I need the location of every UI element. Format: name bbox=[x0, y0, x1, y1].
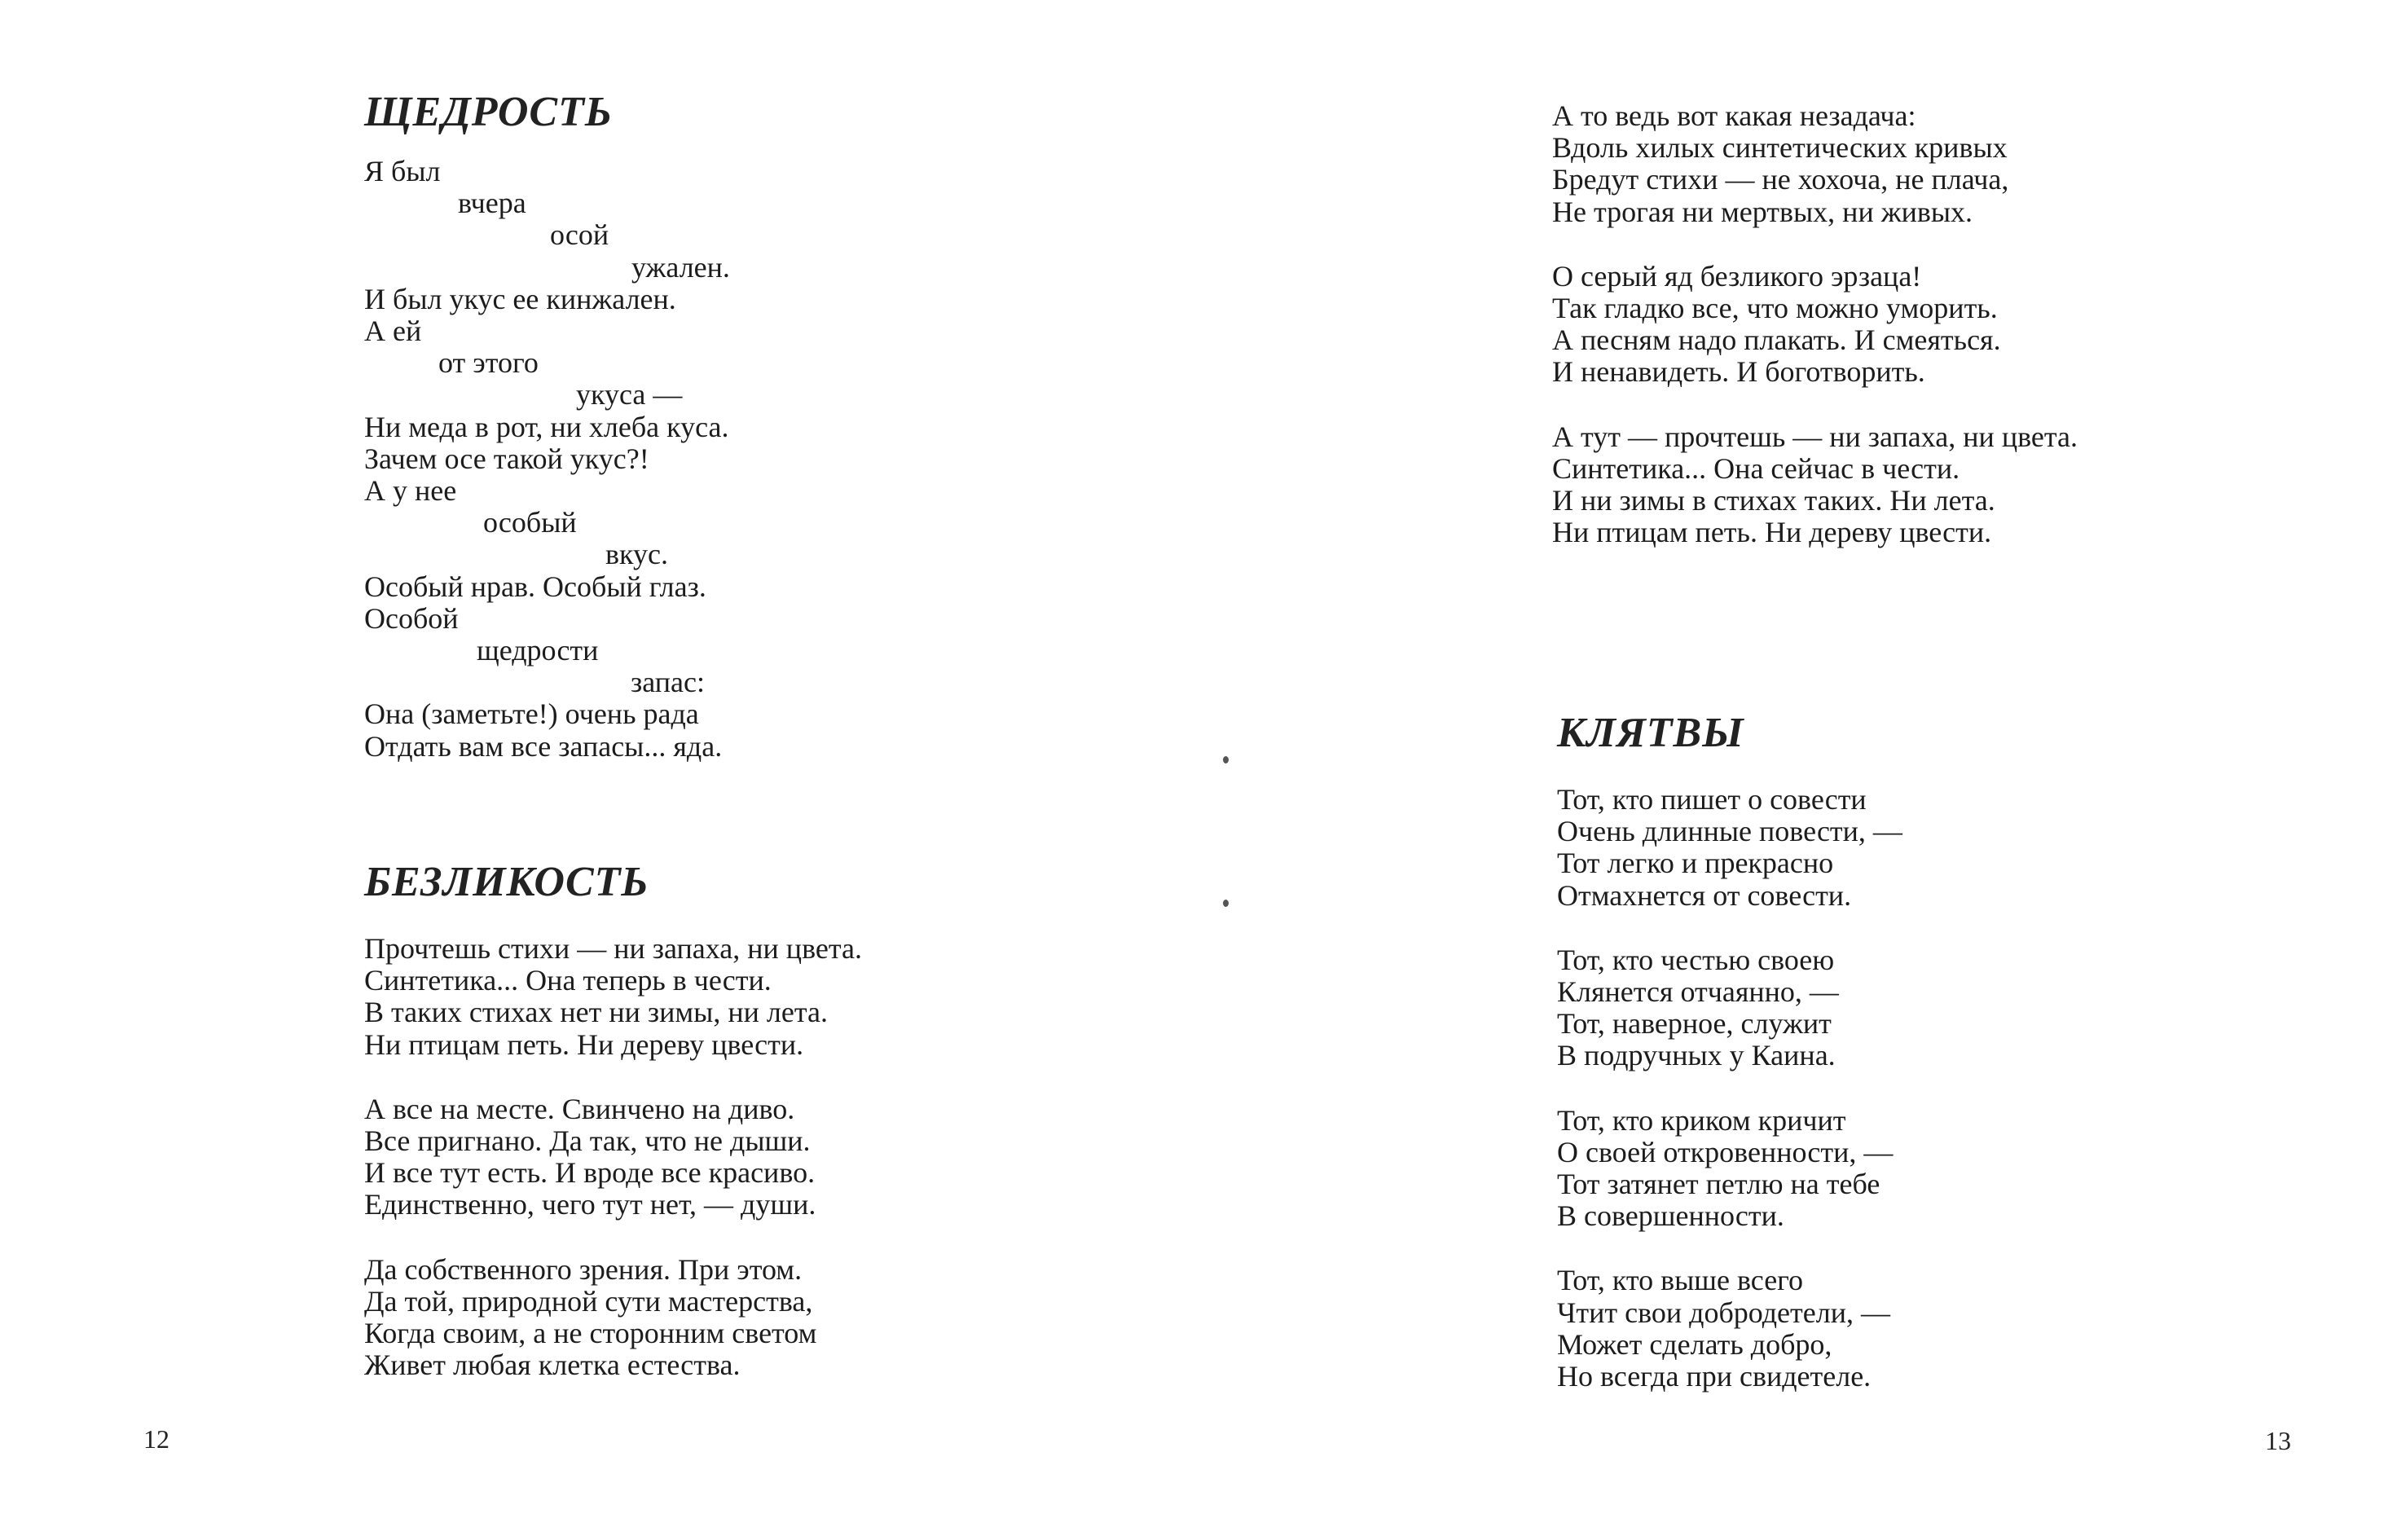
poem-line: В таких стихах нет ни зимы, ни лета. bbox=[364, 996, 828, 1029]
poem-line: вчера bbox=[458, 187, 526, 220]
poem-line: Особой bbox=[364, 601, 459, 635]
poem-line: Живет любая клетка естества. bbox=[364, 1349, 741, 1382]
poem-line: Может сделать добро, bbox=[1557, 1327, 1832, 1361]
stanza bbox=[1552, 421, 2326, 549]
poem-line: Тот, кто пишет о совести bbox=[1557, 783, 1867, 816]
poem-line: Тот, кто честью своею bbox=[1557, 943, 1835, 976]
poem-line: А у нее bbox=[364, 474, 457, 508]
stanza bbox=[1557, 944, 2290, 1072]
poem-facelessness bbox=[364, 858, 1097, 1381]
poem-line: О своей откровенности, — bbox=[1557, 1135, 1894, 1168]
poem-line: А песням надо плакать. И смеяться. bbox=[1552, 323, 2001, 357]
poem-line: Тот, кто криком кричит bbox=[1557, 1103, 1846, 1137]
poem-line: Так гладко все, что можно уморить. bbox=[1552, 292, 1998, 325]
stanza bbox=[1557, 784, 2290, 912]
poem-line: И все тут есть. И вроде все красиво. bbox=[364, 1156, 816, 1190]
right-page bbox=[1203, 0, 2406, 1540]
poem-line: Ни птицам петь. Ни дереву цвести. bbox=[1552, 516, 1992, 549]
poem-line: Я был bbox=[364, 155, 441, 187]
poem-line: Когда своим, а не сторонним светом bbox=[364, 1317, 817, 1350]
poem-line: осой bbox=[550, 218, 609, 252]
poem-line: В подручных у Каина. bbox=[1557, 1039, 1836, 1072]
poem-line: Тот затянет петлю на тебе bbox=[1557, 1168, 1880, 1201]
poem-line: А то ведь вот какая незадача: bbox=[1552, 99, 1916, 132]
poem-line: Но всегда при свидетеле. bbox=[1557, 1360, 1872, 1393]
poem-line: Она (заметьте!) очень рада bbox=[364, 697, 699, 731]
poem-line: вкус. bbox=[605, 538, 668, 571]
poem-line: укуса — bbox=[576, 378, 683, 411]
poem-line: Тот легко и прекрасно bbox=[1557, 847, 1834, 880]
stanza bbox=[1552, 100, 2326, 228]
poem-title: КЛЯТВЫ bbox=[1557, 710, 1744, 756]
poem-generosity bbox=[364, 88, 1097, 763]
poem-line: щедрости bbox=[477, 634, 599, 667]
poem-line: Клянется отчаянно, — bbox=[1557, 975, 1839, 1009]
poem-line: Да собственного зрения. При этом. bbox=[364, 1252, 803, 1286]
stanza bbox=[364, 1093, 1097, 1221]
poem-line: В совершенности. bbox=[1557, 1199, 1784, 1233]
poem-line: Ни меда в рот, ни хлеба куса. bbox=[364, 410, 729, 443]
stanza bbox=[364, 1254, 1097, 1382]
poem-line: А все на месте. Свинчено на диво. bbox=[364, 1092, 795, 1125]
poem-title: БЕЗЛИКОСТЬ bbox=[364, 859, 649, 905]
poem-line: Зачем осе такой укус?! bbox=[364, 442, 649, 475]
poem-line: Все пригнано. Да так, что не дыши. bbox=[364, 1124, 811, 1158]
poem-line: И ненавидеть. И боготворить. bbox=[1552, 355, 1925, 389]
poem-line: Отмахнется от совести. bbox=[1557, 878, 1852, 912]
poem-line: Очень длинные повести, — bbox=[1557, 815, 1902, 848]
poem-line: Ни птицам петь. Ни дереву цвести. bbox=[364, 1027, 804, 1061]
stanza bbox=[1557, 1265, 2290, 1393]
poem-line: Единственно, чего тут нет, — души. bbox=[364, 1188, 816, 1221]
page-number: 13 bbox=[2265, 1426, 2291, 1455]
stanza bbox=[364, 933, 1097, 1061]
poem-line: Синтетика... Она сейчас в чести. bbox=[1552, 451, 1960, 485]
poem-line: Бредут стихи — не хохоча, не плача, bbox=[1552, 163, 2009, 196]
poem-oaths bbox=[1557, 709, 2290, 1393]
poem-line: А ей bbox=[364, 315, 422, 348]
page-number: 12 bbox=[143, 1424, 169, 1454]
poem-line: Особый нрав. Особый глаз. bbox=[364, 570, 706, 603]
poem-line: И ни зимы в стихах таких. Ни лета. bbox=[1552, 484, 1995, 517]
poem-line: Отдать вам все запасы... яда. bbox=[364, 729, 723, 763]
poem-line: запас: bbox=[631, 666, 705, 699]
poem-line: Прочтешь стихи — ни запаха, ни цвета. bbox=[364, 932, 862, 965]
poem-line: особый bbox=[483, 506, 577, 539]
poem-title: ЩЕДРОСТЬ bbox=[364, 89, 613, 135]
poem-line: от этого bbox=[438, 346, 539, 380]
poem-line: А тут — прочтешь — ни запаха, ни цвета. bbox=[1552, 420, 2078, 453]
stanza bbox=[1552, 261, 2326, 389]
poem-line: ужален. bbox=[631, 250, 730, 284]
poem-line: Тот, наверное, служит bbox=[1557, 1007, 1832, 1041]
poem-line: Синтетика... Она теперь в чести. bbox=[364, 964, 772, 997]
poem-line: Не трогая ни мертвых, ни живых. bbox=[1552, 195, 1973, 228]
poem-line: Да той, природной сути мастерства, bbox=[364, 1284, 813, 1318]
poem-line: Тот, кто выше всего bbox=[1557, 1264, 1804, 1297]
poem-line: И был укус ее кинжален. bbox=[364, 282, 676, 315]
poem-line: Вдоль хилых синтетических кривых bbox=[1552, 131, 2008, 165]
poem-line: О серый яд безликого эрзаца! bbox=[1552, 259, 1922, 293]
poem-line: Чтит свои добродетели, — bbox=[1557, 1296, 1890, 1329]
stanza bbox=[364, 156, 1097, 763]
poem-facelessness-continuation bbox=[1552, 100, 2326, 548]
stanza bbox=[1557, 1105, 2290, 1233]
